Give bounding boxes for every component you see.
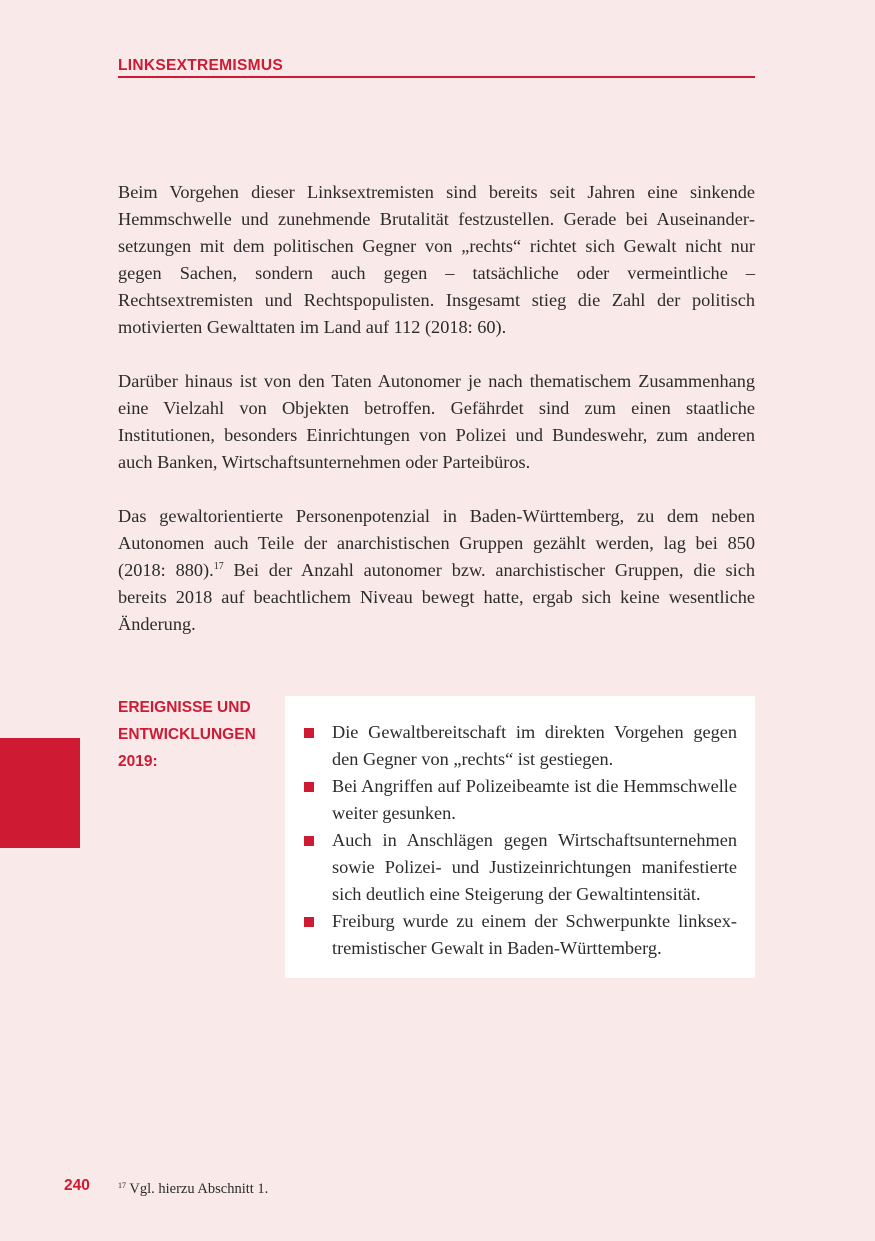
square-bullet-icon xyxy=(304,917,314,927)
events-label xyxy=(118,694,278,775)
page-header xyxy=(118,57,755,78)
section-title: LINKSEXTREMISMUS xyxy=(118,57,283,74)
paragraph-text: Das gewaltorientierte Personenpotenzial in Baden-Württemberg, zu dem neben Autonomen auch Teile der anarchistischen Gruppen gezählt werden, lag bei 850 (2018: 880). xyxy=(118,506,755,580)
paragraph: Darüber hinaus ist von den Taten Autonomer je nach thematischem Zusammenhang eine Vielzahl von Objekten betroffen. Gefährdet sind zum einen staatliche Institutionen, besonders Einrichtungen von Polizei und Bundeswehr, zum anderen auch Banken, Wirtschaftsunternehmen oder Parteibüros. xyxy=(118,371,755,472)
side-marker xyxy=(0,738,80,848)
square-bullet-icon xyxy=(304,728,314,738)
paragraph: Beim Vorgehen dieser Linksextremisten sind bereits seit Jahren eine sinkende Hemmschwelle und zunehmende Brutalität festzustellen. Gerade bei Auseinandersetzungen mit dem politischen Gegner von „rechts“ richtet sich Gewalt nicht nur gegen Sachen, sondern auch gegen – tatsächliche oder vermeintliche – Rechtsextremisten und Rechtspopulisten. Insgesamt stieg die Zahl der politisch motivierten Gewalttaten im Land auf 112 (2018: 60). xyxy=(118,182,755,337)
square-bullet-icon xyxy=(304,836,314,846)
list-item xyxy=(301,719,737,773)
page-number: 240 xyxy=(64,1177,90,1194)
events-list xyxy=(285,696,755,962)
list-item-text: Freiburg wurde zu einem der Schwerpunkte linksextremistischer Gewalt in Baden-Württemberg. xyxy=(332,911,737,958)
square-bullet-icon xyxy=(304,782,314,792)
footnote-reference[interactable]: 17 xyxy=(213,561,224,572)
main-text xyxy=(118,179,755,665)
footnote xyxy=(118,1181,268,1198)
events-label-line: 2019: xyxy=(118,753,158,770)
list-item-text: Die Gewaltbereitschaft im direkten Vorgehen gegen den Gegner von „rechts“ ist gestiegen. xyxy=(332,722,737,769)
paragraph-text: Bei der Anzahl autonomer bzw. anarchistischer Gruppen, die sich bereits 2018 auf beachtlichem Niveau bewegt hatte, ergab sich keine wesentliche Änderung. xyxy=(118,560,755,634)
list-item-text: Bei Angriffen auf Polizeibeamte ist die Hemmschwelle weiter gesunken. xyxy=(332,776,737,823)
footnote-number: 17 xyxy=(118,1181,126,1190)
list-item-text: Auch in Anschlägen gegen Wirtschaftsunternehmen sowie Polizei- und Justizeinrichtungen manifestierte sich deutlich eine Steigerung der Gewaltintensität. xyxy=(332,830,737,904)
list-item xyxy=(301,827,737,908)
list-item xyxy=(301,908,737,962)
events-box xyxy=(285,696,755,978)
events-label-line: EREIGNISSE UND xyxy=(118,699,251,716)
events-label-line: ENTWICKLUNGEN xyxy=(118,726,256,743)
paragraph xyxy=(118,503,755,638)
footnote-text: Vgl. hierzu Abschnitt 1. xyxy=(126,1181,269,1197)
list-item xyxy=(301,773,737,827)
